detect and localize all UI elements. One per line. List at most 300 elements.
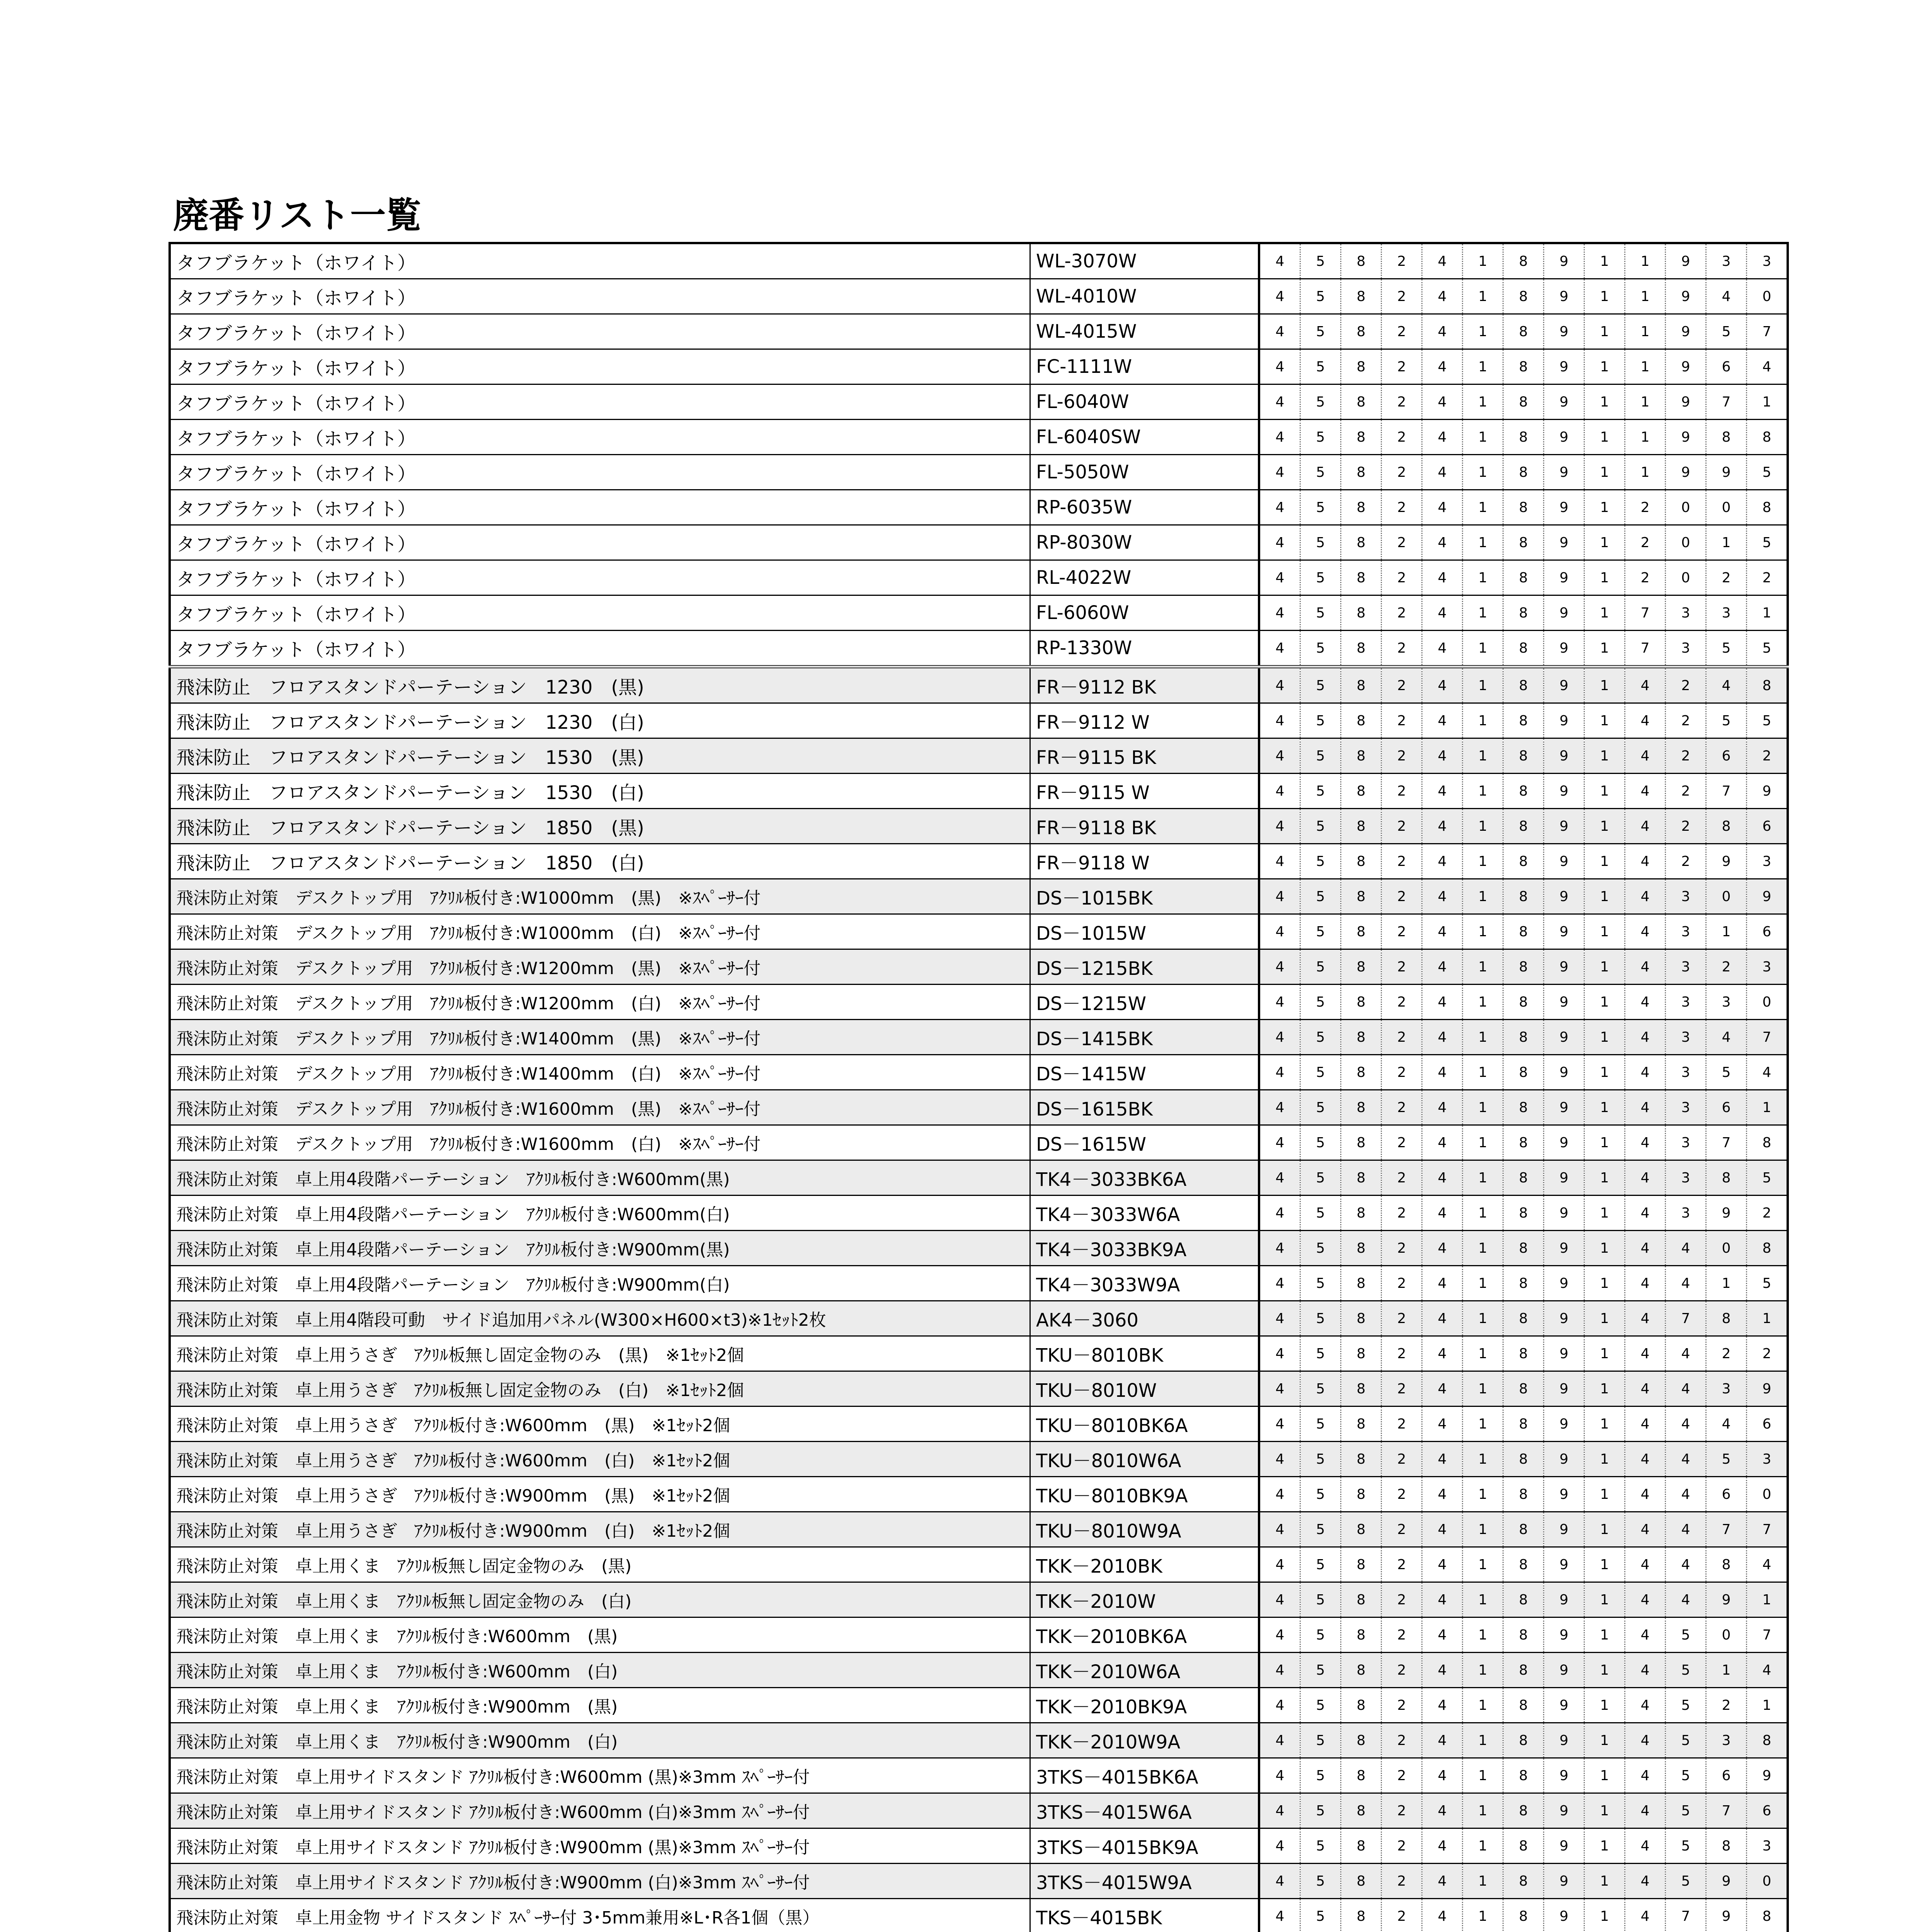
jan-digit-cell: 4 [1747, 1055, 1788, 1090]
jan-digit-cell: 5 [1300, 1582, 1341, 1617]
product-name-cell: 飛沫防止対策 卓上用うさぎ ｱｸﾘﾙ板無し固定金物のみ (白) ※1ｾｯﾄ2個 [170, 1371, 1030, 1406]
jan-digit-cell: 4 [1259, 1723, 1300, 1758]
jan-digit-cell: 1 [1584, 1793, 1625, 1828]
table-row [170, 985, 1788, 1020]
product-name-cell: 飛沫防止対策 卓上用4段階パーテーション ｱｸﾘﾙ板付き:W900mm(黒) [170, 1231, 1030, 1266]
product-name-cell: 飛沫防止 フロアスタンドパーテーション 1850 (白) [170, 844, 1030, 879]
jan-digit-cell: 4 [1747, 349, 1788, 384]
jan-digit-cell: 9 [1544, 949, 1584, 985]
jan-digit-cell: 4 [1422, 844, 1463, 879]
product-code-cell: WL-3070W [1030, 243, 1259, 279]
jan-digit-cell: 1 [1584, 560, 1625, 595]
jan-digit-cell: 4 [1422, 1125, 1463, 1160]
jan-digit-cell: 4 [1422, 1160, 1463, 1196]
jan-digit-cell: 4 [1625, 1090, 1666, 1125]
jan-digit-cell: 4 [1259, 738, 1300, 774]
jan-digit-cell: 1 [1463, 1512, 1503, 1547]
jan-digit-cell: 9 [1666, 314, 1706, 349]
jan-digit-cell: 3 [1747, 1442, 1788, 1477]
jan-digit-cell: 1 [1463, 525, 1503, 560]
jan-digit-cell: 2 [1382, 1231, 1422, 1266]
jan-digit-cell: 1 [1463, 455, 1503, 490]
jan-digit-cell: 5 [1747, 631, 1788, 667]
jan-digit-cell: 5 [1666, 1758, 1706, 1793]
jan-digit-cell: 4 [1422, 525, 1463, 560]
product-code-cell: DS－1215W [1030, 985, 1259, 1020]
jan-digit-cell: 4 [1625, 1160, 1666, 1196]
jan-digit-cell: 8 [1503, 1688, 1544, 1723]
jan-digit-cell: 2 [1382, 384, 1422, 420]
table-row [170, 1406, 1788, 1442]
jan-digit-cell: 4 [1422, 1231, 1463, 1266]
jan-digit-cell: 2 [1382, 1828, 1422, 1864]
jan-digit-cell: 1 [1584, 1512, 1625, 1547]
jan-digit-cell: 4 [1422, 809, 1463, 844]
product-name-cell: タフブラケット（ホワイト） [170, 279, 1030, 314]
jan-digit-cell: 4 [1259, 1231, 1300, 1266]
jan-digit-cell: 2 [1382, 1160, 1422, 1196]
jan-digit-cell: 1 [1584, 703, 1625, 738]
jan-digit-cell: 5 [1300, 631, 1341, 667]
jan-digit-cell: 4 [1625, 985, 1666, 1020]
product-name-cell: タフブラケット（ホワイト） [170, 384, 1030, 420]
jan-digit-cell: 8 [1341, 349, 1382, 384]
table-row [170, 384, 1788, 420]
product-code-cell: TKU－8010W9A [1030, 1512, 1259, 1547]
jan-digit-cell: 5 [1300, 703, 1341, 738]
jan-digit-cell: 1 [1463, 560, 1503, 595]
jan-digit-cell: 6 [1706, 738, 1747, 774]
table-row [170, 1582, 1788, 1617]
jan-digit-cell: 9 [1747, 1371, 1788, 1406]
jan-digit-cell: 9 [1544, 774, 1584, 809]
product-code-cell: 3TKS－4015BK6A [1030, 1758, 1259, 1793]
jan-digit-cell: 9 [1544, 1266, 1584, 1301]
jan-digit-cell: 4 [1625, 1020, 1666, 1055]
jan-digit-cell: 5 [1300, 349, 1341, 384]
jan-digit-cell: 9 [1544, 1442, 1584, 1477]
jan-digit-cell: 4 [1259, 844, 1300, 879]
product-name-cell: タフブラケット（ホワイト） [170, 314, 1030, 349]
jan-digit-cell: 8 [1503, 420, 1544, 455]
jan-digit-cell: 9 [1544, 667, 1584, 703]
product-name-cell: 飛沫防止対策 卓上用うさぎ ｱｸﾘﾙ板付き:W600mm (白) ※1ｾｯﾄ2個 [170, 1442, 1030, 1477]
jan-digit-cell: 2 [1666, 703, 1706, 738]
jan-digit-cell: 1 [1584, 1442, 1625, 1477]
table-row [170, 1020, 1788, 1055]
jan-digit-cell: 1 [1463, 1160, 1503, 1196]
jan-digit-cell: 5 [1300, 243, 1341, 279]
jan-digit-cell: 1 [1463, 844, 1503, 879]
jan-digit-cell: 5 [1300, 774, 1341, 809]
jan-digit-cell: 1 [1463, 879, 1503, 914]
jan-digit-cell: 4 [1259, 1793, 1300, 1828]
jan-digit-cell: 8 [1341, 1371, 1382, 1406]
jan-digit-cell: 5 [1300, 1090, 1341, 1125]
jan-digit-cell: 4 [1625, 844, 1666, 879]
jan-digit-cell: 4 [1259, 384, 1300, 420]
jan-digit-cell: 8 [1341, 420, 1382, 455]
jan-digit-cell: 9 [1544, 1899, 1584, 1932]
product-code-cell: WL-4010W [1030, 279, 1259, 314]
product-name-cell: タフブラケット（ホワイト） [170, 349, 1030, 384]
jan-digit-cell: 4 [1625, 1477, 1666, 1512]
jan-digit-cell: 5 [1300, 1336, 1341, 1371]
product-code-cell: TKU－8010BK6A [1030, 1406, 1259, 1442]
jan-digit-cell: 0 [1666, 560, 1706, 595]
jan-digit-cell: 1 [1463, 1442, 1503, 1477]
page-title: 廃番リスト一覧 [173, 195, 422, 236]
jan-digit-cell: 8 [1341, 949, 1382, 985]
table-row [170, 631, 1788, 667]
table-row [170, 243, 1788, 279]
jan-digit-cell: 2 [1382, 525, 1422, 560]
jan-digit-cell: 9 [1666, 349, 1706, 384]
jan-digit-cell: 2 [1382, 1899, 1422, 1932]
jan-digit-cell: 4 [1625, 1758, 1666, 1793]
jan-digit-cell: 5 [1706, 703, 1747, 738]
jan-digit-cell: 2 [1625, 525, 1666, 560]
jan-digit-cell: 9 [1544, 279, 1584, 314]
product-code-cell: DS－1015W [1030, 914, 1259, 949]
jan-digit-cell: 8 [1341, 384, 1382, 420]
jan-digit-cell: 1 [1463, 1793, 1503, 1828]
jan-digit-cell: 1 [1463, 595, 1503, 631]
jan-digit-cell: 8 [1503, 631, 1544, 667]
jan-digit-cell: 1 [1584, 1758, 1625, 1793]
jan-digit-cell: 7 [1666, 1301, 1706, 1336]
jan-digit-cell: 9 [1544, 914, 1584, 949]
jan-digit-cell: 5 [1300, 1828, 1341, 1864]
product-name-cell: 飛沫防止対策 デスクトップ用 ｱｸﾘﾙ板付き:W1600mm (白) ※ｽﾍﾟｰｻｰ付 [170, 1125, 1030, 1160]
jan-digit-cell: 1 [1584, 1828, 1625, 1864]
jan-digit-cell: 9 [1544, 314, 1584, 349]
jan-digit-cell: 1 [1584, 1055, 1625, 1090]
jan-digit-cell: 1 [1584, 595, 1625, 631]
jan-digit-cell: 1 [1463, 1336, 1503, 1371]
jan-digit-cell: 2 [1382, 1793, 1422, 1828]
jan-digit-cell: 8 [1503, 1899, 1544, 1932]
jan-digit-cell: 8 [1341, 1301, 1382, 1336]
jan-digit-cell: 4 [1259, 1582, 1300, 1617]
jan-digit-cell: 2 [1747, 1196, 1788, 1231]
product-name-cell: 飛沫防止 フロアスタンドパーテーション 1230 (黒) [170, 667, 1030, 703]
jan-digit-cell: 1 [1584, 525, 1625, 560]
product-name-cell: タフブラケット（ホワイト） [170, 490, 1030, 525]
jan-digit-cell: 2 [1382, 1653, 1422, 1688]
jan-digit-cell: 4 [1259, 1371, 1300, 1406]
table-row [170, 455, 1788, 490]
product-code-cell: DS－1215BK [1030, 949, 1259, 985]
jan-digit-cell: 1 [1463, 490, 1503, 525]
product-code-cell: DS－1415W [1030, 1055, 1259, 1090]
discontinued-list-table [168, 242, 1789, 1932]
jan-digit-cell: 1 [1584, 1371, 1625, 1406]
jan-digit-cell: 1 [1463, 1301, 1503, 1336]
jan-digit-cell: 5 [1747, 1266, 1788, 1301]
jan-digit-cell: 1 [1747, 595, 1788, 631]
jan-digit-cell: 4 [1422, 1055, 1463, 1090]
jan-digit-cell: 4 [1625, 879, 1666, 914]
jan-digit-cell: 5 [1300, 455, 1341, 490]
jan-digit-cell: 2 [1382, 1090, 1422, 1125]
jan-digit-cell: 2 [1382, 279, 1422, 314]
jan-digit-cell: 1 [1706, 525, 1747, 560]
jan-digit-cell: 7 [1747, 314, 1788, 349]
jan-digit-cell: 8 [1341, 1688, 1382, 1723]
jan-digit-cell: 5 [1300, 1688, 1341, 1723]
jan-digit-cell: 1 [1463, 1688, 1503, 1723]
jan-digit-cell: 4 [1625, 1899, 1666, 1932]
jan-digit-cell: 1 [1625, 349, 1666, 384]
jan-digit-cell: 9 [1544, 1477, 1584, 1512]
product-code-cell: TKU－8010BK9A [1030, 1477, 1259, 1512]
jan-digit-cell: 1 [1584, 667, 1625, 703]
jan-digit-cell: 5 [1300, 1653, 1341, 1688]
jan-digit-cell: 3 [1747, 949, 1788, 985]
jan-digit-cell: 9 [1544, 1125, 1584, 1160]
jan-digit-cell: 5 [1300, 314, 1341, 349]
jan-digit-cell: 4 [1259, 1653, 1300, 1688]
jan-digit-cell: 0 [1706, 1617, 1747, 1653]
jan-digit-cell: 1 [1584, 314, 1625, 349]
jan-digit-cell: 9 [1706, 1864, 1747, 1899]
jan-digit-cell: 1 [1584, 1090, 1625, 1125]
jan-digit-cell: 2 [1706, 949, 1747, 985]
product-name-cell: 飛沫防止 フロアスタンドパーテーション 1530 (黒) [170, 738, 1030, 774]
product-name-cell: 飛沫防止対策 卓上用うさぎ ｱｸﾘﾙ板無し固定金物のみ (黒) ※1ｾｯﾄ2個 [170, 1336, 1030, 1371]
jan-digit-cell: 4 [1259, 595, 1300, 631]
jan-digit-cell: 1 [1463, 631, 1503, 667]
product-code-cell: FR－9115 W [1030, 774, 1259, 809]
jan-digit-cell: 8 [1503, 738, 1544, 774]
product-code-cell: RP-1330W [1030, 631, 1259, 667]
product-code-cell: FR－9115 BK [1030, 738, 1259, 774]
jan-digit-cell: 4 [1625, 1406, 1666, 1442]
jan-digit-cell: 8 [1503, 1196, 1544, 1231]
product-name-cell: 飛沫防止 フロアスタンドパーテーション 1530 (白) [170, 774, 1030, 809]
jan-digit-cell: 4 [1422, 1828, 1463, 1864]
jan-digit-cell: 9 [1706, 844, 1747, 879]
jan-digit-cell: 8 [1503, 774, 1544, 809]
jan-digit-cell: 2 [1382, 1301, 1422, 1336]
jan-digit-cell: 1 [1584, 1582, 1625, 1617]
jan-digit-cell: 4 [1625, 1336, 1666, 1371]
table-row [170, 914, 1788, 949]
table-body [170, 243, 1788, 1932]
jan-digit-cell: 1 [1584, 1477, 1625, 1512]
jan-digit-cell: 1 [1584, 1266, 1625, 1301]
jan-digit-cell: 4 [1666, 1231, 1706, 1266]
jan-digit-cell: 1 [1463, 1406, 1503, 1442]
jan-digit-cell: 8 [1503, 1020, 1544, 1055]
jan-digit-cell: 1 [1584, 279, 1625, 314]
jan-digit-cell: 1 [1747, 1090, 1788, 1125]
product-code-cell: TKK－2010BK6A [1030, 1617, 1259, 1653]
jan-digit-cell: 2 [1666, 667, 1706, 703]
product-name-cell: タフブラケット（ホワイト） [170, 560, 1030, 595]
jan-digit-cell: 2 [1382, 631, 1422, 667]
jan-digit-cell: 3 [1666, 595, 1706, 631]
product-name-cell: タフブラケット（ホワイト） [170, 243, 1030, 279]
jan-digit-cell: 1 [1463, 1266, 1503, 1301]
product-name-cell: 飛沫防止対策 卓上用金物 サイドスタンド ｽﾍﾟｰｻｰ付 3･5mm兼用※L･R各1個（黒） [170, 1899, 1030, 1932]
product-code-cell: FR－9118 W [1030, 844, 1259, 879]
jan-digit-cell: 4 [1422, 1406, 1463, 1442]
jan-digit-cell: 2 [1382, 809, 1422, 844]
product-code-cell: AK4－3060 [1030, 1301, 1259, 1336]
table-row [170, 738, 1788, 774]
jan-digit-cell: 9 [1544, 525, 1584, 560]
jan-digit-cell: 7 [1666, 1899, 1706, 1932]
jan-digit-cell: 4 [1706, 1406, 1747, 1442]
table-row [170, 844, 1788, 879]
jan-digit-cell: 4 [1259, 1864, 1300, 1899]
jan-digit-cell: 1 [1584, 1547, 1625, 1582]
jan-digit-cell: 9 [1666, 243, 1706, 279]
jan-digit-cell: 5 [1747, 703, 1788, 738]
product-name-cell: 飛沫防止対策 デスクトップ用 ｱｸﾘﾙ板付き:W1000mm (黒) ※ｽﾍﾟｰｻｰ付 [170, 879, 1030, 914]
jan-digit-cell: 1 [1463, 1828, 1503, 1864]
jan-digit-cell: 4 [1625, 1828, 1666, 1864]
jan-digit-cell: 5 [1300, 1617, 1341, 1653]
jan-digit-cell: 9 [1544, 1828, 1584, 1864]
jan-digit-cell: 4 [1666, 1371, 1706, 1406]
jan-digit-cell: 8 [1341, 985, 1382, 1020]
jan-digit-cell: 9 [1544, 1231, 1584, 1266]
jan-digit-cell: 9 [1544, 985, 1584, 1020]
product-name-cell: 飛沫防止対策 卓上用うさぎ ｱｸﾘﾙ板付き:W600mm (黒) ※1ｾｯﾄ2個 [170, 1406, 1030, 1442]
jan-digit-cell: 5 [1300, 1196, 1341, 1231]
jan-digit-cell: 4 [1259, 490, 1300, 525]
product-name-cell: 飛沫防止対策 卓上用くま ｱｸﾘﾙ板付き:W900mm (黒) [170, 1688, 1030, 1723]
jan-digit-cell: 6 [1706, 1758, 1747, 1793]
product-name-cell: 飛沫防止対策 卓上用4階段可動 サイド追加用パネル(W300×H600×t3)※1ｾｯﾄ2枚 [170, 1301, 1030, 1336]
jan-digit-cell: 5 [1666, 1617, 1706, 1653]
jan-digit-cell: 4 [1625, 774, 1666, 809]
jan-digit-cell: 4 [1422, 1899, 1463, 1932]
jan-digit-cell: 3 [1666, 879, 1706, 914]
jan-digit-cell: 1 [1463, 1653, 1503, 1688]
table-row [170, 809, 1788, 844]
jan-digit-cell: 8 [1341, 1406, 1382, 1442]
jan-digit-cell: 4 [1422, 455, 1463, 490]
jan-digit-cell: 2 [1382, 314, 1422, 349]
jan-digit-cell: 3 [1666, 1020, 1706, 1055]
jan-digit-cell: 4 [1422, 1582, 1463, 1617]
jan-digit-cell: 2 [1382, 667, 1422, 703]
jan-digit-cell: 4 [1422, 1020, 1463, 1055]
jan-digit-cell: 4 [1259, 1020, 1300, 1055]
jan-digit-cell: 4 [1706, 1020, 1747, 1055]
jan-digit-cell: 8 [1503, 914, 1544, 949]
jan-digit-cell: 1 [1625, 314, 1666, 349]
product-name-cell: 飛沫防止対策 デスクトップ用 ｱｸﾘﾙ板付き:W1000mm (白) ※ｽﾍﾟｰｻｰ付 [170, 914, 1030, 949]
jan-digit-cell: 4 [1259, 703, 1300, 738]
jan-digit-cell: 4 [1625, 1653, 1666, 1688]
product-name-cell: 飛沫防止対策 卓上用4段階パーテーション ｱｸﾘﾙ板付き:W600mm(黒) [170, 1160, 1030, 1196]
jan-digit-cell: 4 [1625, 1442, 1666, 1477]
jan-digit-cell: 5 [1300, 1160, 1341, 1196]
product-name-cell: 飛沫防止対策 卓上用くま ｱｸﾘﾙ板無し固定金物のみ (白) [170, 1582, 1030, 1617]
jan-digit-cell: 8 [1503, 595, 1544, 631]
jan-digit-cell: 2 [1625, 560, 1666, 595]
jan-digit-cell: 7 [1625, 595, 1666, 631]
jan-digit-cell: 4 [1259, 631, 1300, 667]
jan-digit-cell: 9 [1544, 1055, 1584, 1090]
jan-digit-cell: 5 [1300, 1442, 1341, 1477]
product-code-cell: DS－1015BK [1030, 879, 1259, 914]
jan-digit-cell: 8 [1341, 1653, 1382, 1688]
table-row [170, 879, 1788, 914]
jan-digit-cell: 0 [1747, 985, 1788, 1020]
product-name-cell: 飛沫防止 フロアスタンドパーテーション 1230 (白) [170, 703, 1030, 738]
jan-digit-cell: 8 [1341, 1160, 1382, 1196]
jan-digit-cell: 4 [1706, 279, 1747, 314]
jan-digit-cell: 4 [1422, 914, 1463, 949]
jan-digit-cell: 8 [1341, 1723, 1382, 1758]
jan-digit-cell: 2 [1382, 1125, 1422, 1160]
jan-digit-cell: 4 [1422, 560, 1463, 595]
jan-digit-cell: 4 [1747, 1653, 1788, 1688]
jan-digit-cell: 8 [1341, 525, 1382, 560]
jan-digit-cell: 8 [1341, 595, 1382, 631]
jan-digit-cell: 8 [1503, 1653, 1544, 1688]
table-row [170, 1828, 1788, 1864]
jan-digit-cell: 3 [1706, 1723, 1747, 1758]
jan-digit-cell: 9 [1706, 1582, 1747, 1617]
jan-digit-cell: 4 [1706, 667, 1747, 703]
jan-digit-cell: 0 [1706, 879, 1747, 914]
product-name-cell: 飛沫防止対策 デスクトップ用 ｱｸﾘﾙ板付き:W1200mm (白) ※ｽﾍﾟｰｻｰ付 [170, 985, 1030, 1020]
jan-digit-cell: 5 [1300, 1547, 1341, 1582]
table-row [170, 420, 1788, 455]
jan-digit-cell: 3 [1666, 985, 1706, 1020]
jan-digit-cell: 8 [1503, 384, 1544, 420]
jan-digit-cell: 8 [1503, 1160, 1544, 1196]
jan-digit-cell: 4 [1422, 774, 1463, 809]
jan-digit-cell: 7 [1706, 774, 1747, 809]
jan-digit-cell: 4 [1625, 914, 1666, 949]
jan-digit-cell: 8 [1503, 525, 1544, 560]
jan-digit-cell: 5 [1747, 525, 1788, 560]
product-name-cell: 飛沫防止対策 卓上用うさぎ ｱｸﾘﾙ板付き:W900mm (白) ※1ｾｯﾄ2個 [170, 1512, 1030, 1547]
jan-digit-cell: 3 [1706, 243, 1747, 279]
jan-digit-cell: 4 [1259, 455, 1300, 490]
jan-digit-cell: 2 [1666, 809, 1706, 844]
product-code-cell: TKK－2010BK9A [1030, 1688, 1259, 1723]
jan-digit-cell: 3 [1666, 1125, 1706, 1160]
jan-digit-cell: 5 [1300, 1301, 1341, 1336]
jan-digit-cell: 8 [1747, 1231, 1788, 1266]
jan-digit-cell: 8 [1341, 1793, 1382, 1828]
jan-digit-cell: 2 [1706, 1688, 1747, 1723]
jan-digit-cell: 1 [1584, 490, 1625, 525]
table-row [170, 1055, 1788, 1090]
jan-digit-cell: 7 [1747, 1512, 1788, 1547]
jan-digit-cell: 2 [1382, 879, 1422, 914]
jan-digit-cell: 6 [1706, 1090, 1747, 1125]
jan-digit-cell: 5 [1300, 949, 1341, 985]
jan-digit-cell: 8 [1503, 809, 1544, 844]
jan-digit-cell: 1 [1584, 1020, 1625, 1055]
jan-digit-cell: 9 [1544, 595, 1584, 631]
jan-digit-cell: 4 [1625, 1512, 1666, 1547]
table-row [170, 1160, 1788, 1196]
jan-digit-cell: 2 [1382, 1758, 1422, 1793]
jan-digit-cell: 8 [1706, 809, 1747, 844]
jan-digit-cell: 4 [1625, 1055, 1666, 1090]
